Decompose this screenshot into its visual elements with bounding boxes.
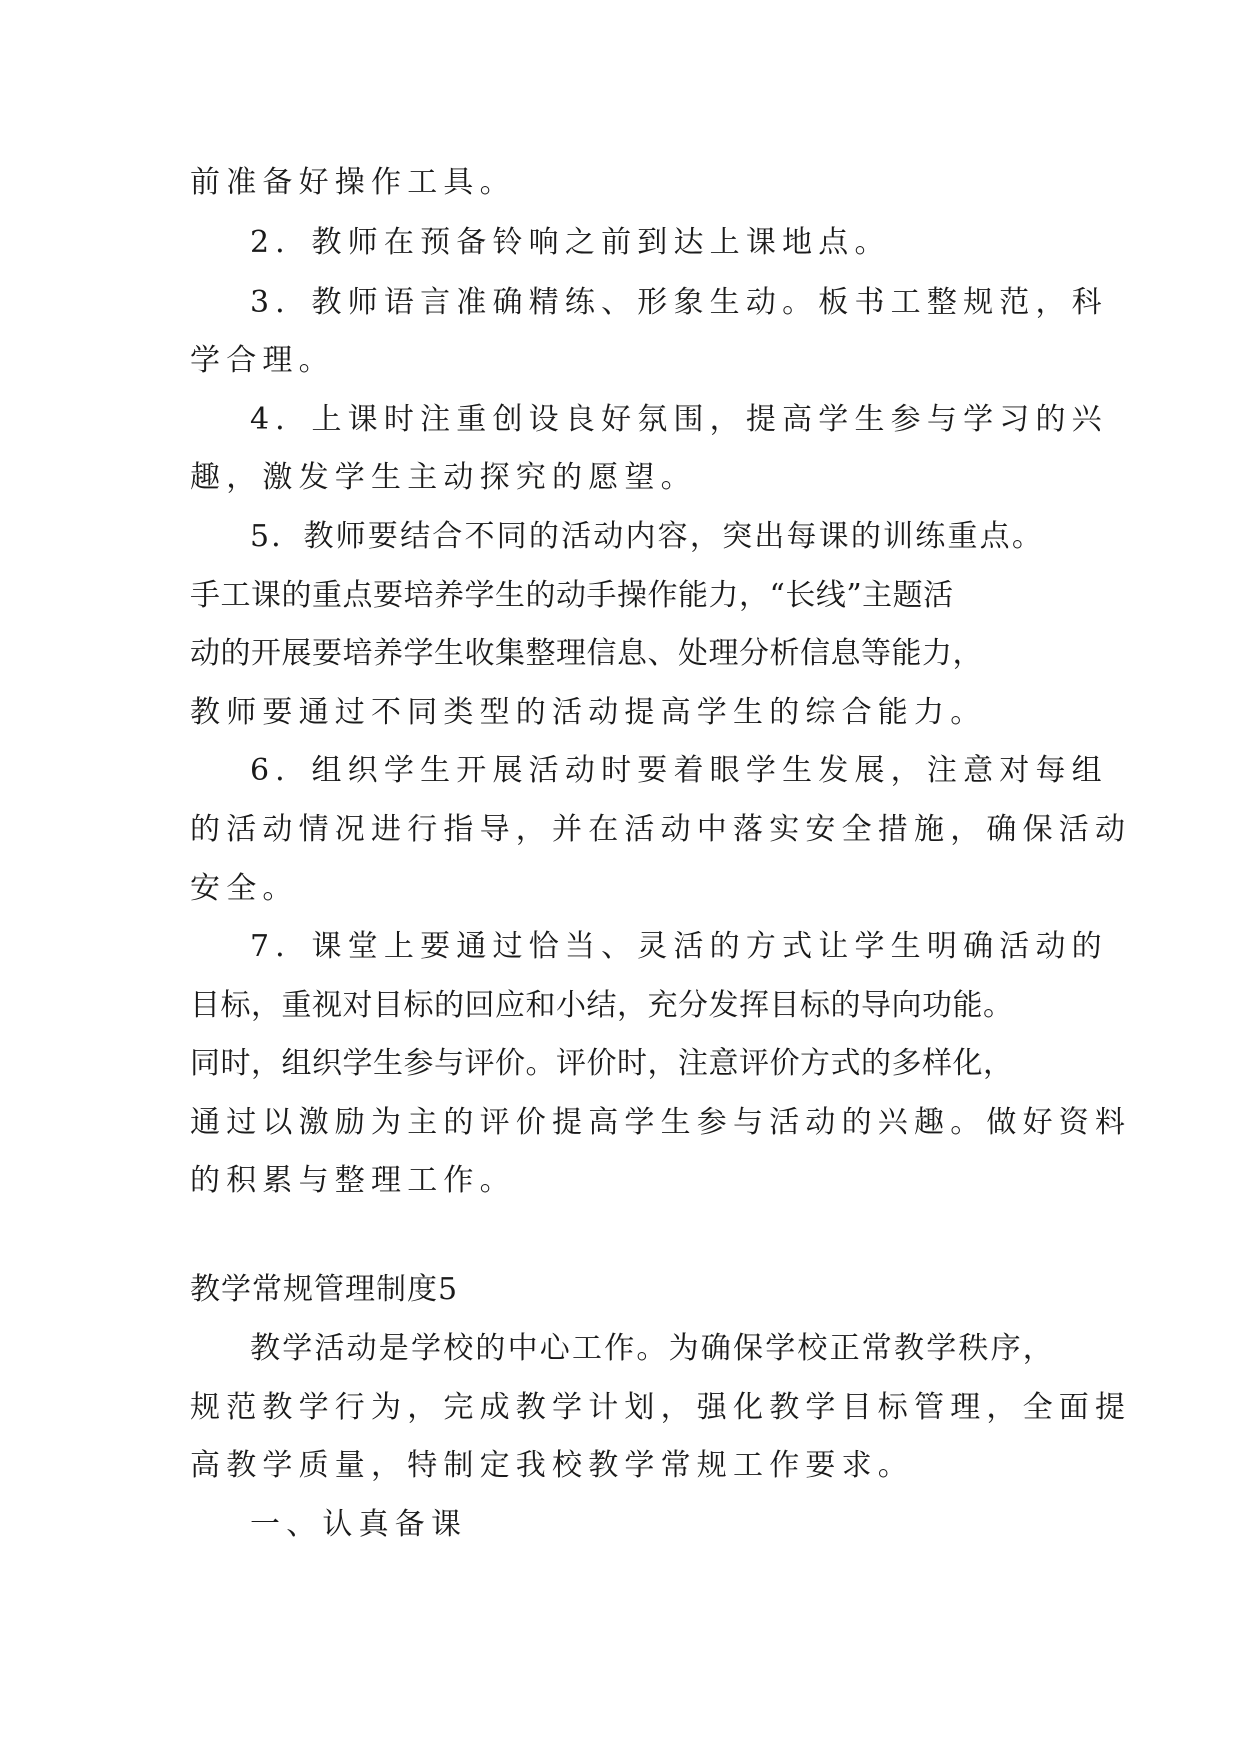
text-line: 教师要通过不同类型的活动提高学生的综合能力。: [190, 695, 987, 730]
section-heading: 教学常规管理制度5: [190, 1272, 459, 1307]
text-line: 的积累与整理工作。: [190, 1163, 516, 1198]
list-item-6: 6．组织学生开展活动时要着眼学生发展，注意对每组: [250, 753, 1108, 788]
text-line: 高教学质量，特制定我校教学常规工作要求。: [190, 1448, 914, 1483]
list-item-3: 3．教师语言准确精练、形象生动。板书工整规范，科: [250, 285, 1108, 320]
text-line: 目标，重视对目标的回应和小结，充分发挥目标的导向功能。: [190, 988, 1014, 1023]
text-line: 规范教学行为，完成教学计划，强化教学目标管理，全面提: [190, 1390, 1132, 1425]
text-line: 同时，组织学生参与评价。评价时，注意评价方式的多样化，: [190, 1046, 1014, 1081]
subsection-heading: 一、认真备课: [250, 1507, 468, 1542]
list-item-4: 4．上课时注重创设良好氛围，提高学生参与学习的兴: [250, 402, 1108, 437]
text-line: 手工课的重点要培养学生的动手操作能力，“长线”主题活: [190, 578, 954, 613]
text-line: 安全。: [190, 871, 299, 906]
text-line: 教学活动是学校的中心工作。为确保学校正常教学秩序，: [250, 1331, 1055, 1366]
list-item-5: 5．教师要结合不同的活动内容，突出每课的训练重点。: [250, 519, 1045, 554]
list-item-7: 7．课堂上要通过恰当、灵活的方式让学生明确活动的: [250, 929, 1108, 964]
text-line: 趣，激发学生主动探究的愿望。: [190, 460, 697, 495]
text-line: 通过以激励为主的评价提高学生参与活动的兴趣。做好资料: [190, 1105, 1132, 1140]
text-line: 的活动情况进行指导，并在活动中落实安全措施，确保活动: [190, 812, 1132, 847]
text-line: 动的开展要培养学生收集整理信息、处理分析信息等能力，: [190, 636, 983, 671]
list-item-2: 2．教师在预备铃响之前到达上课地点。: [250, 225, 891, 260]
text-line: 学合理。: [190, 343, 335, 378]
text-line: 前准备好操作工具。: [190, 165, 516, 200]
